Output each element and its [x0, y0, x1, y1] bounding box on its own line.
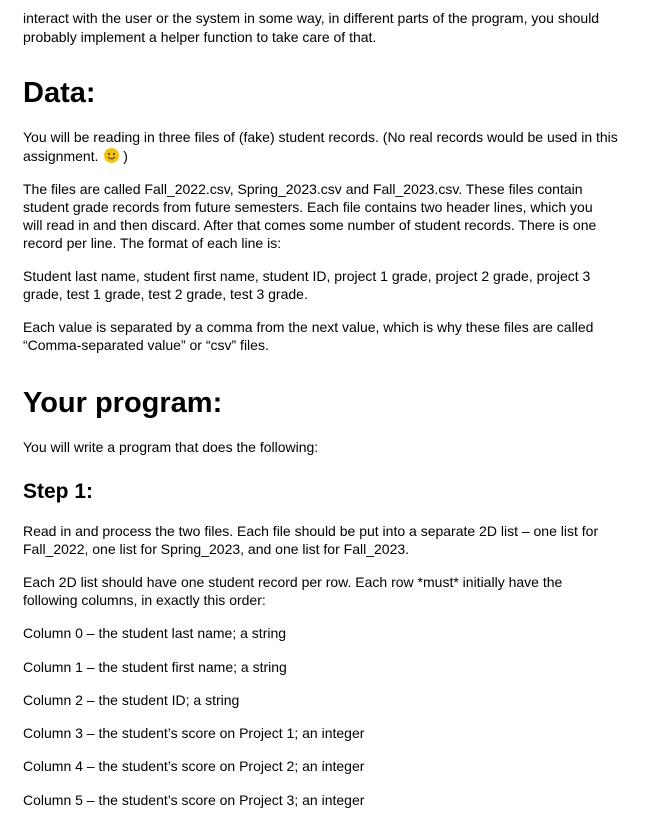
- data-paragraph-1-line-1: You will be reading in three files of (fake) student records. (No real records would be used in this: [23, 129, 618, 145]
- your-program-intro: You will write a program that does the following:: [23, 439, 319, 455]
- data-paragraph-2-line-3: will read in and then discard. After that comes some number of student records. There is one: [23, 217, 597, 233]
- step-1-paragraph-2-line-1: Each 2D list should have one student record per row. Each row *must* initially have the: [23, 574, 563, 590]
- column-2-description: Column 2 – the student ID; a string: [23, 692, 240, 708]
- step-1-heading: Step 1:: [23, 480, 94, 503]
- data-paragraph-4-line-2: “Comma-separated value” or “csv” files.: [23, 337, 269, 353]
- intro-line-1: interact with the user or the system in some way, in different parts of the program, you should: [23, 10, 600, 26]
- data-paragraph-1-line-2: [23, 147, 128, 166]
- data-paragraph-2-line-4: record per line. The format of each line is:: [23, 235, 282, 251]
- your-program-heading: Your program:: [23, 387, 223, 419]
- column-1-description: Column 1 – the student first name; a string: [23, 659, 287, 675]
- data-paragraph-3-line-2: grade, test 1 grade, test 2 grade, test 3 grade.: [23, 286, 308, 302]
- smiling-face-icon: [104, 148, 119, 163]
- data-paragraph-4-line-1: Each value is separated by a comma from the next value, which is why these files are called: [23, 319, 594, 335]
- data-paragraph-1-close: ): [119, 148, 128, 164]
- step-1-paragraph-1-line-1: Read in and process the two files. Each file should be put into a separate 2D list – one list for: [23, 523, 599, 539]
- column-3-description: Column 3 – the student’s score on Project 1; an integer: [23, 725, 365, 741]
- column-4-description: Column 4 – the student’s score on Project 2; an integer: [23, 758, 365, 774]
- intro-line-2: probably implement a helper function to take care of that.: [23, 29, 377, 45]
- data-paragraph-2-line-2: student grade records from future semesters. Each file contains two header lines, which you: [23, 199, 593, 215]
- data-paragraph-1-text: assignment.: [23, 148, 103, 164]
- step-1-paragraph-2-line-2: following columns, in exactly this order:: [23, 592, 266, 608]
- data-paragraph-2-line-1: The files are called Fall_2022.csv, Spring_2023.csv and Fall_2023.csv. These files contain: [23, 181, 583, 197]
- data-heading: Data:: [23, 77, 96, 109]
- column-0-description: Column 0 – the student last name; a string: [23, 625, 287, 641]
- step-1-paragraph-1-line-2: Fall_2022, one list for Spring_2023, and one list for Fall_2023.: [23, 541, 410, 557]
- column-5-description: Column 5 – the student’s score on Project 3; an integer: [23, 792, 365, 808]
- data-paragraph-3-line-1: Student last name, student first name, student ID, project 1 grade, project 2 grade, project 3: [23, 268, 591, 284]
